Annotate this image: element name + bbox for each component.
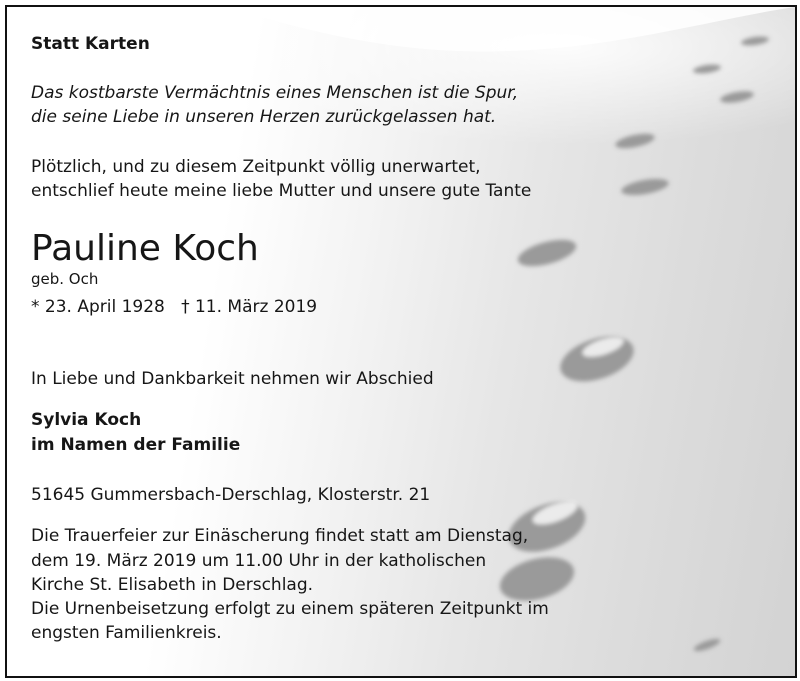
life-dates: * 23. April 1928 † 11. März 2019: [31, 297, 318, 317]
footprint-shape: [719, 89, 754, 105]
quote-line-2: die seine Liebe in unseren Herzen zurückgelassen hat.: [31, 107, 497, 127]
footprint-shape: [693, 63, 722, 75]
footprint-shape: [555, 328, 640, 390]
intro-line-2: entschlief heute meine liebe Mutter und unsere gute Tante: [31, 181, 532, 201]
birth-name: geb. Och: [31, 270, 99, 288]
service-line-5: engsten Familienkreis.: [31, 623, 222, 643]
mourner-name: Sylvia Koch: [31, 410, 142, 430]
footprint-shape: [620, 176, 670, 198]
wave-shape: [227, 7, 795, 51]
farewell-line: In Liebe und Dankbarkeit nehmen wir Abschied: [31, 369, 434, 389]
address-line: 51645 Gummersbach-Derschlag, Klosterstr. 21: [31, 485, 431, 505]
obituary-card: [5, 5, 797, 678]
footprint-shape: [515, 235, 579, 272]
quote-line-1: Das kostbarste Vermächtnis eines Menschen ist die Spur,: [31, 83, 519, 103]
intro-line-1: Plötzlich, und zu diesem Zeitpunkt völlig unerwartet,: [31, 157, 481, 177]
service-line-1: Die Trauerfeier zur Einäscherung findet statt am Dienstag,: [31, 526, 529, 546]
header-label: Statt Karten: [31, 34, 150, 54]
footprint-shape: [741, 35, 770, 47]
service-line-2: dem 19. März 2019 um 11.00 Uhr in der katholischen: [31, 551, 487, 571]
footprint-shape: [614, 131, 656, 151]
service-line-4: Die Urnenbeisetzung erfolgt zu einem späteren Zeitpunkt im: [31, 599, 549, 619]
service-line-3: Kirche St. Elisabeth in Derschlag.: [31, 575, 314, 595]
footprint-shape: [692, 636, 721, 653]
mourner-family: im Namen der Familie: [31, 435, 241, 455]
deceased-name: Pauline Koch: [31, 228, 259, 269]
